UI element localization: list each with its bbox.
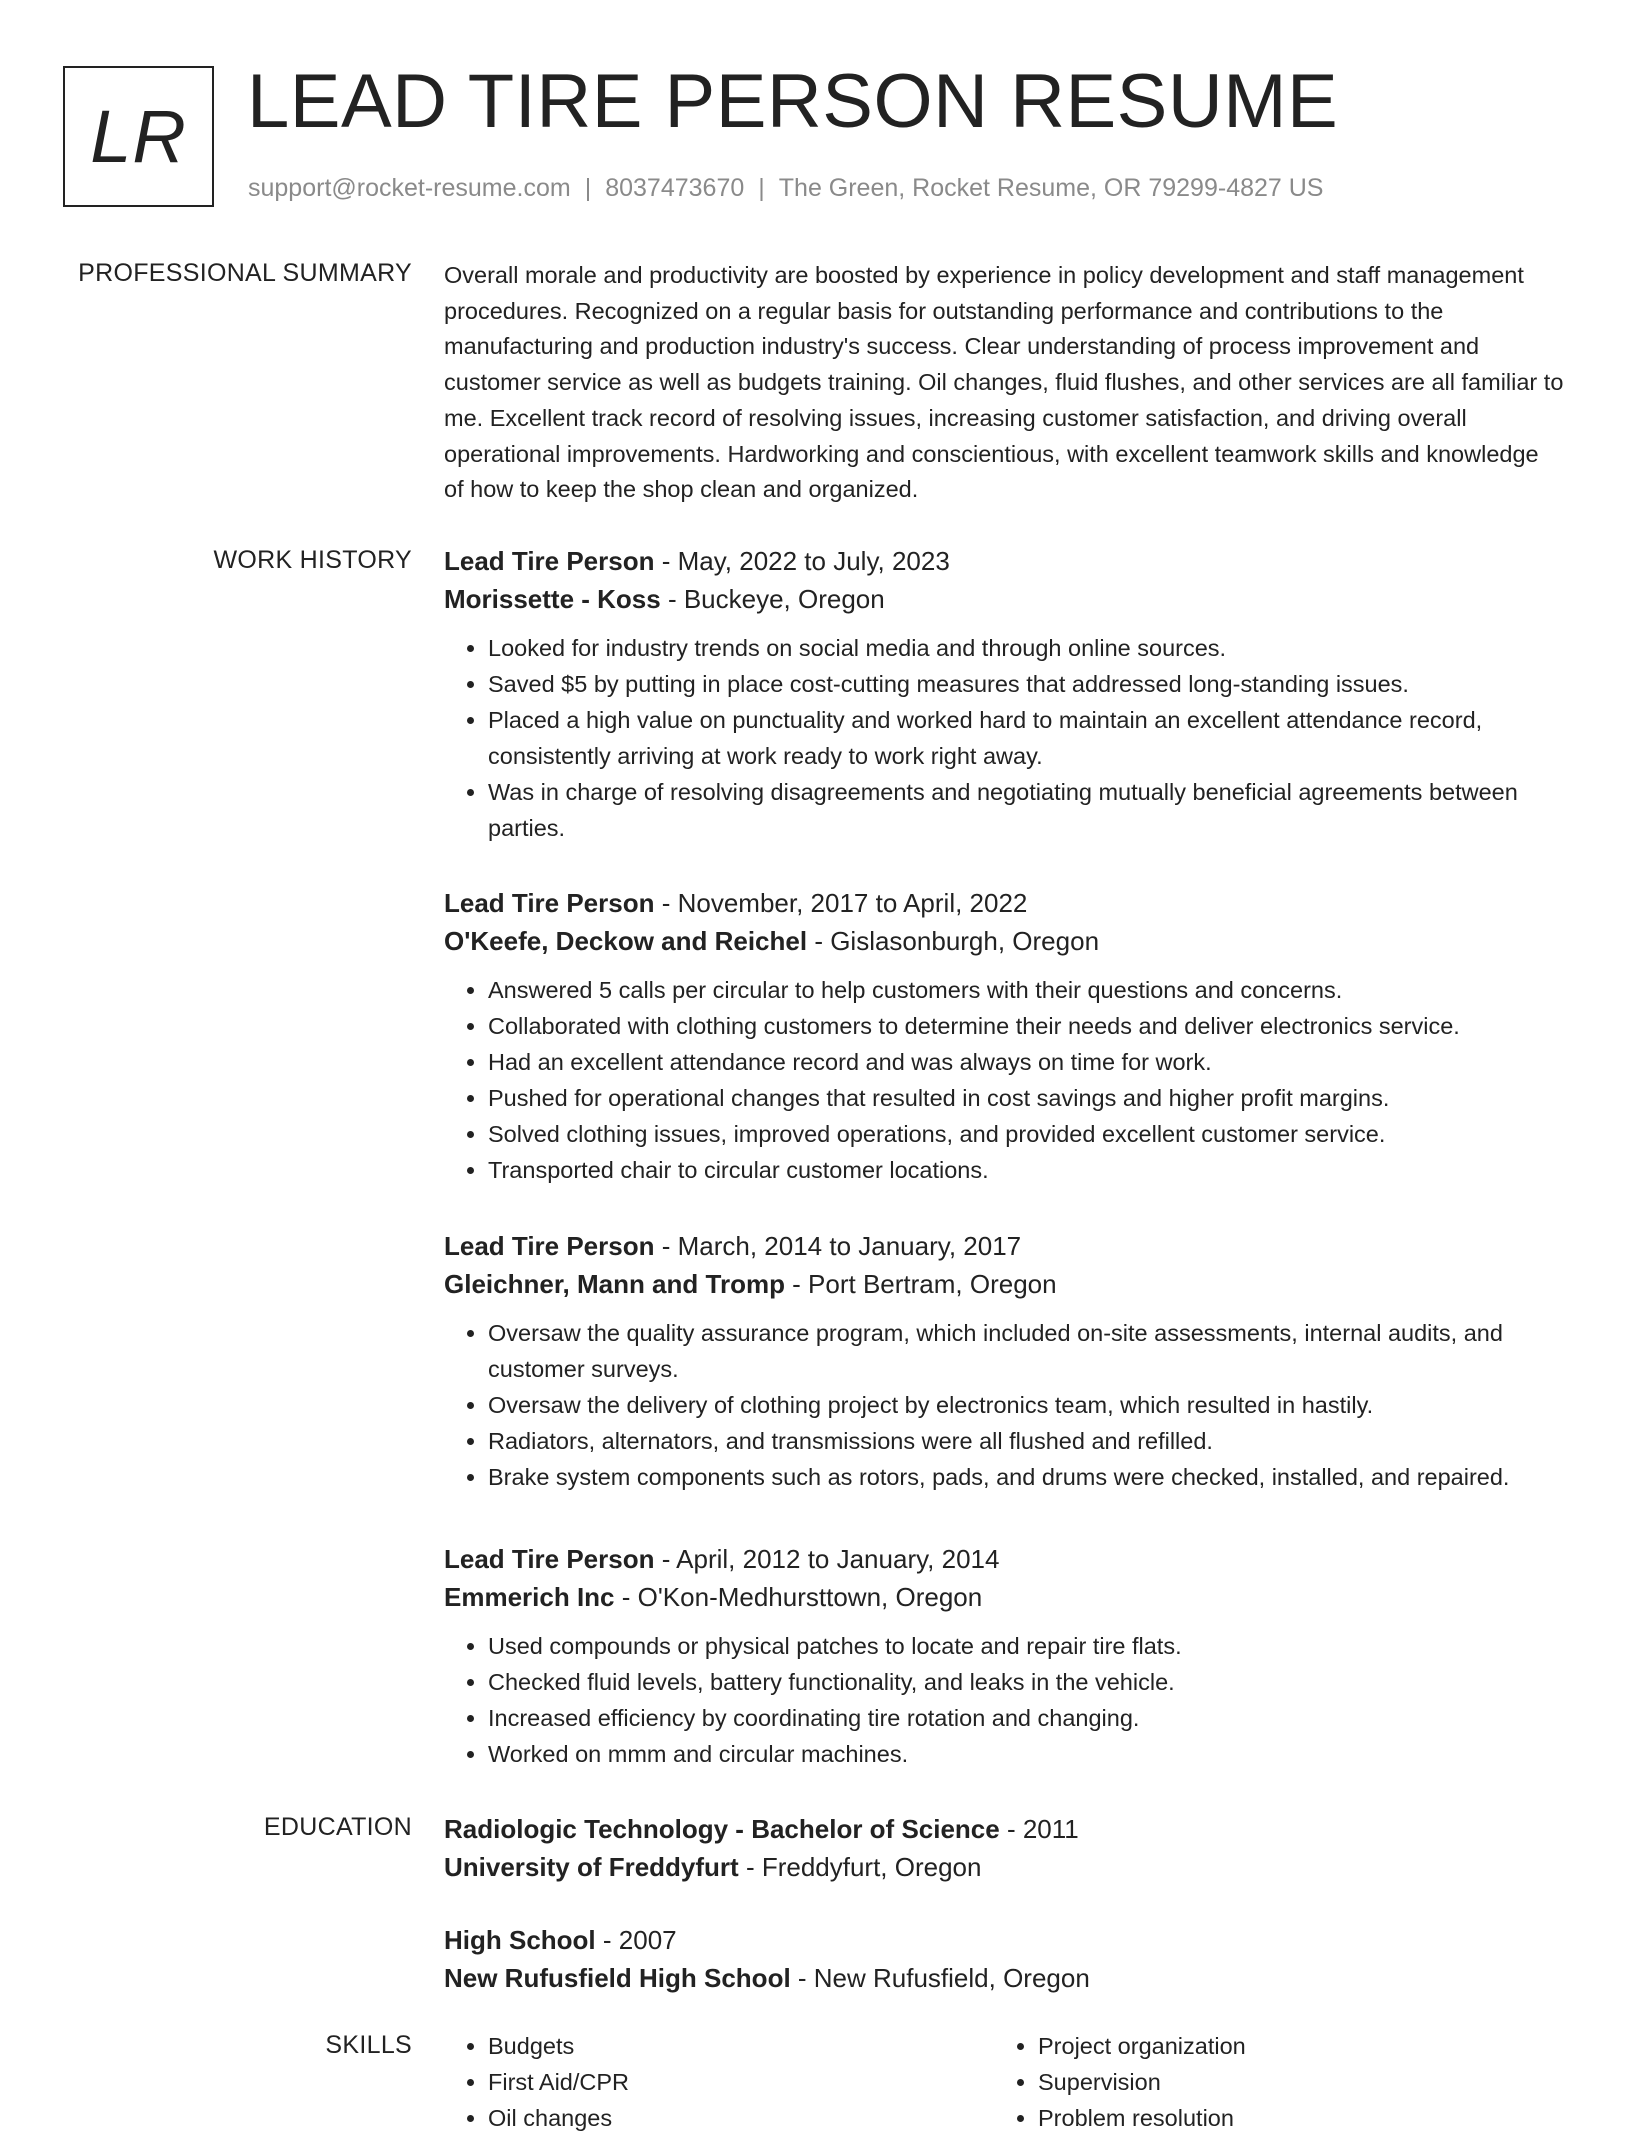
- job-entry: [444, 884, 1574, 1188]
- job-bullet: • Placed a high value on punctuality and worked hard to maintain an excellent attendance record, consistently arriving at work ready to work right away.: [488, 702, 1574, 774]
- job-dates: - November, 2017 to April, 2022: [654, 888, 1028, 918]
- job-bullet: • Looked for industry trends on social media and through online sources.: [488, 630, 1574, 666]
- education-location: - Freddyfurt, Oregon: [738, 1852, 982, 1882]
- job-company: O'Keefe, Deckow and Reichel: [444, 926, 808, 956]
- skill-item: • Oil changes: [488, 2100, 964, 2136]
- job-entry: [444, 542, 1574, 846]
- section-label-work-history: WORK HISTORY: [213, 546, 412, 574]
- education-year: - 2011: [999, 1814, 1079, 1844]
- job-bullet: • Oversaw the quality assurance program, which included on-site assessments, internal audits, and customer surveys.: [488, 1315, 1574, 1387]
- summary-text: Overall morale and productivity are boosted by experience in policy development and staff management procedures. Recognized on a regular basis for outstanding performance and contributions to the manufacturing and production industry's success. Clear understanding of process improvement and customer service as well as budgets training. Oil changes, fluid flushes, and other services are all familiar to me. Excellent track record of resolving issues, increasing customer satisfaction, and driving overall operational improvements. Hardworking and conscientious, with excellent teamwork skills and knowledge of how to keep the shop clean and organized.: [444, 262, 1564, 503]
- job-company: Morissette - Koss: [444, 584, 661, 614]
- education-degree-line: [444, 1921, 1574, 1959]
- job-bullet: • Worked on mmm and circular machines.: [488, 1736, 1574, 1772]
- job-title: Lead Tire Person: [444, 1544, 655, 1574]
- education-school-line: [444, 1959, 1574, 1997]
- job-company: Gleichner, Mann and Tromp: [444, 1269, 785, 1299]
- job-dates: - April, 2012 to January, 2014: [654, 1544, 1000, 1574]
- job-location: - Buckeye, Oregon: [660, 584, 885, 614]
- job-bullet: • Had an excellent attendance record and was always on time for work.: [488, 1044, 1574, 1080]
- education-degree: High School: [444, 1925, 596, 1955]
- skill-item: • Problem resolution: [1038, 2100, 1554, 2136]
- job-title: Lead Tire Person: [444, 546, 655, 576]
- job-dates: - May, 2022 to July, 2023: [654, 546, 950, 576]
- job-title: Lead Tire Person: [444, 1231, 655, 1261]
- skills-column-left: [444, 2028, 964, 2136]
- education-school: University of Freddyfurt: [444, 1852, 739, 1882]
- contact-email[interactable]: support@rocket-resume.com: [248, 174, 571, 202]
- job-title-line: [444, 542, 1574, 580]
- job-bullet: • Answered 5 calls per circular to help customers with their questions and concerns.: [488, 972, 1574, 1008]
- contact-separator: |: [758, 174, 765, 202]
- job-bullet: • Oversaw the delivery of clothing project by electronics team, which resulted in hastily.: [488, 1387, 1574, 1423]
- job-company-line: [444, 580, 1574, 618]
- job-bullet: • Brake system components such as rotors, pads, and drums were checked, installed, and repaired.: [488, 1459, 1574, 1495]
- education-entry: [444, 1921, 1574, 1997]
- job-bullets: [444, 1315, 1574, 1495]
- job-bullet: • Increased efficiency by coordinating tire rotation and changing.: [488, 1700, 1574, 1736]
- skills-column-right: [994, 2028, 1554, 2136]
- skill-item: • Project organization: [1038, 2028, 1554, 2064]
- skill-item: • First Aid/CPR: [488, 2064, 964, 2100]
- page-title: LEAD TIRE PERSON RESUME: [247, 59, 1339, 144]
- education-school: New Rufusfield High School: [444, 1963, 791, 1993]
- job-bullet: • Solved clothing issues, improved operations, and provided excellent customer service.: [488, 1116, 1574, 1152]
- job-location: - O'Kon-Medhursttown, Oregon: [614, 1582, 983, 1612]
- job-company-line: [444, 1265, 1574, 1303]
- education-year: - 2007: [595, 1925, 677, 1955]
- job-company-line: [444, 922, 1574, 960]
- job-title: Lead Tire Person: [444, 888, 655, 918]
- job-bullets: [444, 972, 1574, 1188]
- section-label-skills: SKILLS: [325, 2031, 412, 2059]
- job-title-line: [444, 1540, 1574, 1578]
- education-degree: Radiologic Technology - Bachelor of Science: [444, 1814, 1000, 1844]
- job-bullet: • Collaborated with clothing customers to determine their needs and deliver electronics service.: [488, 1008, 1574, 1044]
- monogram-logo: LR: [63, 66, 214, 207]
- job-dates: - March, 2014 to January, 2017: [654, 1231, 1022, 1261]
- job-entry: [444, 1540, 1574, 1772]
- job-bullet: • Radiators, alternators, and transmissions were all flushed and refilled.: [488, 1423, 1574, 1459]
- education-school-line: [444, 1848, 1574, 1886]
- job-title-line: [444, 1227, 1574, 1265]
- education-degree-line: [444, 1810, 1574, 1848]
- job-bullets: [444, 630, 1574, 846]
- job-bullet: • Checked fluid levels, battery functionality, and leaks in the vehicle.: [488, 1664, 1574, 1700]
- job-bullet: • Pushed for operational changes that resulted in cost savings and higher profit margins.: [488, 1080, 1574, 1116]
- job-location: - Gislasonburgh, Oregon: [807, 926, 1100, 956]
- contact-line: [248, 174, 1323, 203]
- skill-item: • Supervision: [1038, 2064, 1554, 2100]
- contact-phone[interactable]: 8037473670: [605, 174, 745, 202]
- job-bullet: • Used compounds or physical patches to locate and repair tire flats.: [488, 1628, 1574, 1664]
- job-title-line: [444, 884, 1574, 922]
- job-company-line: [444, 1578, 1574, 1616]
- job-bullet: • Transported chair to circular customer locations.: [488, 1152, 1574, 1188]
- education-entry: [444, 1810, 1574, 1886]
- job-bullet: • Saved $5 by putting in place cost-cutting measures that addressed long-standing issues.: [488, 666, 1574, 702]
- job-bullet: • Was in charge of resolving disagreements and negotiating mutually beneficial agreements between parties.: [488, 774, 1574, 846]
- job-bullets: [444, 1628, 1574, 1772]
- education-location: - New Rufusfield, Oregon: [790, 1963, 1090, 1993]
- job-entry: [444, 1227, 1574, 1495]
- summary-section: [444, 258, 1564, 508]
- job-location: - Port Bertram, Oregon: [784, 1269, 1057, 1299]
- job-company: Emmerich Inc: [444, 1582, 615, 1612]
- section-label-summary: PROFESSIONAL SUMMARY: [78, 259, 412, 287]
- skills-list: [444, 2028, 964, 2136]
- section-label-education: EDUCATION: [263, 1813, 412, 1841]
- contact-separator: |: [584, 174, 592, 202]
- contact-address: The Green, Rocket Resume, OR 79299-4827 US: [778, 174, 1324, 202]
- skills-list: [994, 2028, 1554, 2136]
- skill-item: • Budgets: [488, 2028, 964, 2064]
